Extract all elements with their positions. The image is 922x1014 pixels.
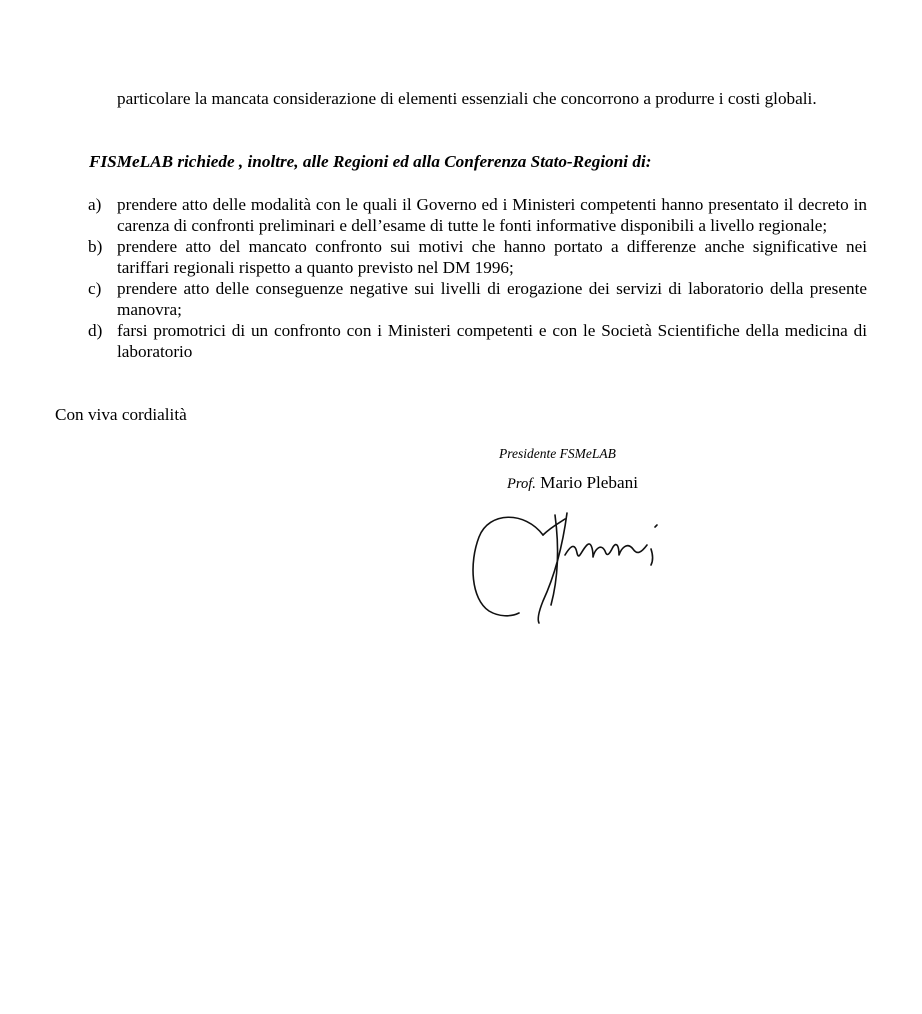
list-item-text: farsi promotrici di un confronto con i Ministeri competenti e con le Società Scientifiche della medicina di laboratorio	[117, 321, 867, 361]
signatory-name-line	[507, 472, 638, 495]
list-item-c	[88, 278, 867, 320]
signatory-role: Presidente FSMeLAB	[499, 446, 616, 461]
signatory-title-prefix: Prof.	[507, 476, 536, 492]
list-marker: c)	[88, 279, 102, 298]
signatory-name: Mario Plebani	[540, 473, 639, 492]
list-marker: d)	[88, 321, 103, 340]
paragraph-continuation: particolare la mancata considerazione di elementi essenziali che concorrono a produrre i costi globali.	[117, 89, 817, 108]
list-item-b	[88, 236, 867, 278]
request-list	[88, 194, 867, 362]
list-item-text: prendere atto delle modalità con le quali il Governo ed i Ministeri competenti hanno presentato il decreto in carenza di confronti preliminari e dell’esame di tutte le fonti informative disponibili a livello regionale;	[117, 195, 867, 235]
closing-greeting: Con viva cordialità	[55, 405, 187, 424]
list-item-d	[88, 320, 867, 362]
list-item-a	[88, 194, 867, 236]
handwritten-signature	[455, 505, 670, 630]
list-item-text: prendere atto del mancato confronto sui motivi che hanno portato a differenze anche significative nei tariffari regionali rispetto a quanto previsto nel DM 1996;	[117, 237, 867, 277]
list-item-text: prendere atto delle conseguenze negative sui livelli di erogazione dei servizi di laboratorio della presente manovra;	[117, 279, 867, 319]
list-marker: b)	[88, 237, 103, 256]
section-heading: FISMeLAB richiede , inoltre, alle Regioni ed alla Conferenza Stato-Regioni di:	[89, 152, 652, 171]
list-marker: a)	[88, 195, 102, 214]
